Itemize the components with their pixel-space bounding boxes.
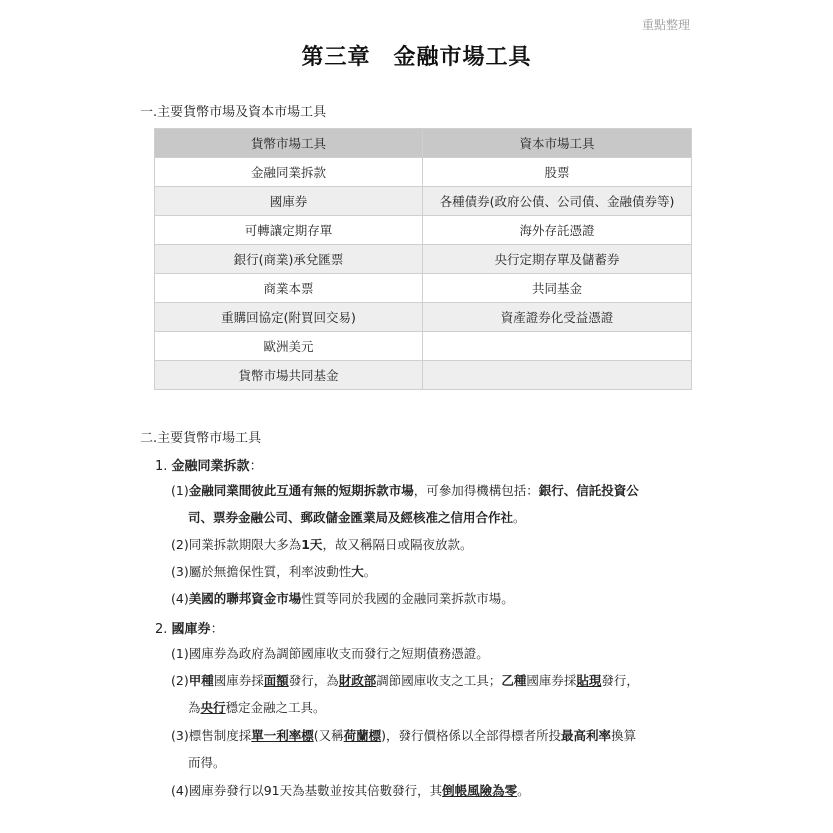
bold-text: 乙種	[501, 673, 527, 688]
item-number: 1.	[155, 459, 168, 474]
table-cell	[423, 361, 692, 390]
text: 發行，為	[288, 673, 339, 688]
bold-text: 甲種	[188, 673, 214, 688]
point-number: (3)	[171, 728, 189, 743]
section-2-heading: 二.主要貨幣市場工具	[140, 431, 262, 446]
text: ，故又稱隔日或隔夜放款。	[322, 537, 473, 552]
table-row	[155, 216, 692, 245]
table-cell: 共同基金	[423, 274, 692, 303]
table-row	[155, 187, 692, 216]
text: 。	[517, 783, 530, 798]
continuation	[171, 749, 701, 776]
text: 國庫券為政府為調節國庫收支而發行之短期債務憑證。	[188, 646, 489, 661]
table-row	[155, 361, 692, 390]
continuation	[171, 504, 701, 531]
bold-text: 最高利率	[561, 728, 612, 743]
table-row	[155, 332, 692, 361]
text: ，可參加得機構包括：	[413, 483, 539, 498]
item-number: 2.	[155, 622, 168, 637]
item-1-heading	[155, 455, 263, 474]
point-number: (2)	[171, 673, 189, 688]
text: 而得。	[188, 755, 226, 770]
item-1-point-4	[171, 585, 701, 612]
table-header-row	[155, 129, 692, 158]
section-1-heading: 一.主要貨幣市場及資本市場工具	[140, 105, 327, 120]
bold-text: 1天	[301, 537, 323, 552]
table-cell: 各種債券(政府公債、公司債、金融債券等)	[423, 187, 692, 216]
text: 調節國庫收支之工具；	[376, 673, 502, 688]
underlined-text: 荷蘭標	[343, 728, 382, 743]
text: (又稱	[313, 728, 344, 743]
item-2-point-2	[171, 667, 701, 721]
item-suffix: ：	[249, 459, 263, 474]
market-tools-table	[154, 128, 692, 390]
item-title: 國庫券	[171, 622, 211, 637]
point-number: (3)	[171, 564, 189, 579]
table-cell: 央行定期存單及儲蓄券	[423, 245, 692, 274]
table-cell: 重購回協定(附買回交易)	[155, 303, 423, 332]
text: 換算	[611, 728, 637, 743]
underlined-text: 央行	[200, 700, 226, 715]
point-number: (4)	[171, 783, 189, 798]
bold-text: 司、票券金融公司、郵政儲金匯業局及經核准之信用合作社	[188, 510, 514, 525]
item-suffix: ：	[210, 622, 224, 637]
underlined-text: 倒帳風險為零	[442, 783, 518, 798]
bold-text: 大	[351, 564, 364, 579]
text: 標售制度採	[188, 728, 252, 743]
text: 發行，	[601, 673, 639, 688]
table-row	[155, 274, 692, 303]
table-cell: 國庫券	[155, 187, 423, 216]
chapter-title: 第三章 金融市場工具	[301, 45, 532, 70]
money-market-header: 貨幣市場工具	[155, 129, 423, 158]
item-2-point-3	[171, 722, 701, 776]
bold-text: 美國的聯邦資金市場	[188, 591, 302, 606]
point-number: (2)	[171, 537, 189, 552]
table-row	[155, 158, 692, 187]
item-2-point-4	[171, 777, 701, 804]
point-number: (4)	[171, 591, 189, 606]
continuation	[171, 694, 701, 721]
table-cell: 股票	[423, 158, 692, 187]
table-cell: 銀行(商業)承兌匯票	[155, 245, 423, 274]
header-note: 重點整理	[641, 18, 690, 32]
underlined-text: 財政部	[338, 673, 377, 688]
text: 國庫券採	[213, 673, 264, 688]
item-2-point-1	[171, 640, 701, 667]
item-1-point-2	[171, 531, 701, 558]
text: 屬於無擔保性質，利率波動性	[188, 564, 352, 579]
table-cell: 金融同業拆款	[155, 158, 423, 187]
text: 國庫券發行以91天為基數並按其倍數發行，其	[188, 783, 443, 798]
point-number: (1)	[171, 483, 189, 498]
underlined-text: 面額	[263, 673, 289, 688]
table-cell: 貨幣市場共同基金	[155, 361, 423, 390]
item-1-point-1	[171, 477, 701, 531]
item-2-heading	[155, 618, 224, 637]
table-cell	[423, 332, 692, 361]
text: 同業拆款期限大多為	[188, 537, 302, 552]
bold-text: 銀行、信託投資公	[538, 483, 639, 498]
text: 。	[513, 510, 526, 525]
table-cell: 海外存託憑證	[423, 216, 692, 245]
table-cell: 可轉讓定期存單	[155, 216, 423, 245]
text: 。	[363, 564, 377, 579]
table-cell: 歐洲美元	[155, 332, 423, 361]
bold-text: 金融同業間彼此互通有無的短期拆款市場	[188, 483, 414, 498]
item-1-point-3	[171, 558, 701, 585]
text: )，發行價格係以全部得標者所投	[381, 728, 562, 743]
capital-market-header: 資本市場工具	[423, 129, 692, 158]
table-row	[155, 303, 692, 332]
item-title: 金融同業拆款	[171, 459, 250, 474]
underlined-text: 單一利率標	[251, 728, 314, 743]
table-cell: 商業本票	[155, 274, 423, 303]
text: 國庫券採	[526, 673, 577, 688]
point-number: (1)	[171, 646, 189, 661]
table-cell: 資產證券化受益憑證	[423, 303, 692, 332]
table-row	[155, 245, 692, 274]
underlined-text: 貼現	[576, 673, 602, 688]
text: 為	[188, 700, 201, 715]
text: 性質等同於我國的金融同業拆款市場。	[301, 591, 514, 606]
text: 穩定金融之工具。	[225, 700, 326, 715]
